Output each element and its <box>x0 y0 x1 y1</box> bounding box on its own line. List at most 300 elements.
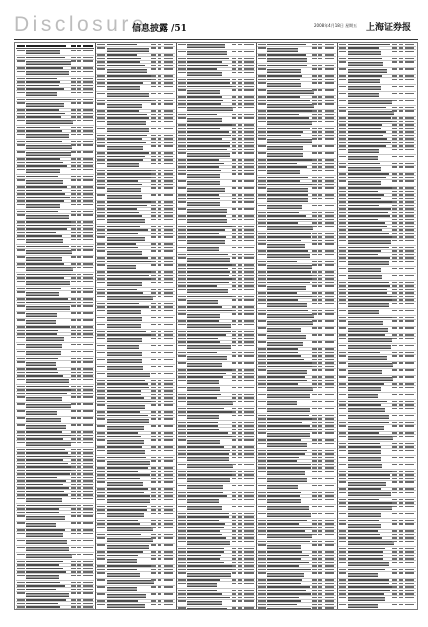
table-cell <box>318 89 322 91</box>
table-cell <box>71 487 76 489</box>
table-cell <box>244 145 253 147</box>
table-cell <box>151 54 156 56</box>
table-cell <box>348 138 387 140</box>
table-cell <box>83 78 92 80</box>
table-cell <box>312 75 317 77</box>
table-cell <box>405 352 414 354</box>
table-cell <box>71 456 76 458</box>
table-cell <box>97 334 105 336</box>
table-row <box>257 302 335 309</box>
table-cell <box>238 513 242 515</box>
table-cell <box>348 163 380 165</box>
table-cell <box>325 394 334 396</box>
table-cell <box>348 51 381 55</box>
table-cell <box>392 44 397 46</box>
table-cell <box>339 166 347 168</box>
table-cell <box>97 100 105 102</box>
table-cell <box>348 426 384 430</box>
table-cell <box>325 383 334 385</box>
table-cell <box>83 99 92 101</box>
table-cell <box>258 135 266 137</box>
table-cell <box>238 450 242 452</box>
table-cell <box>151 366 156 368</box>
table-cell <box>178 548 186 550</box>
table-cell <box>151 537 156 539</box>
table-cell <box>232 278 237 280</box>
table-cell <box>325 429 334 431</box>
table-cell <box>107 100 153 102</box>
table-cell <box>97 345 105 347</box>
table-cell <box>348 215 390 217</box>
table-cell <box>405 201 414 203</box>
table-cell <box>244 425 253 427</box>
table-row <box>16 410 94 417</box>
table-cell <box>83 529 92 531</box>
table-cell <box>258 233 266 235</box>
table-cell <box>158 100 162 102</box>
table-cell <box>267 205 301 209</box>
table-cell <box>392 222 397 224</box>
table-cell <box>83 494 92 496</box>
table-cell <box>312 135 317 137</box>
table-cell <box>17 505 25 507</box>
table-cell <box>26 452 67 454</box>
table-cell <box>258 544 266 546</box>
table-cell <box>151 282 156 284</box>
table-row <box>177 456 255 463</box>
table-cell <box>318 572 322 574</box>
table-row <box>96 236 174 243</box>
table-cell <box>107 128 149 132</box>
table-cell <box>244 166 253 168</box>
table-cell <box>318 387 322 389</box>
table-row <box>96 344 174 351</box>
table-cell <box>392 586 397 588</box>
table-cell <box>267 565 299 567</box>
table-cell <box>97 394 105 396</box>
table-cell <box>399 320 403 322</box>
table-cell <box>232 565 237 567</box>
table-cell <box>392 142 397 144</box>
table-cell <box>164 331 173 333</box>
table-cell <box>77 277 81 279</box>
table-cell <box>399 124 403 126</box>
table-cell <box>405 215 414 217</box>
table-cell <box>97 292 105 294</box>
table-cell <box>83 480 92 482</box>
table-cell <box>107 86 140 90</box>
table-cell <box>164 544 173 546</box>
table-cell <box>164 586 173 588</box>
table-cell <box>392 208 397 210</box>
table-cell <box>312 47 317 49</box>
table-cell <box>26 529 65 531</box>
table-cell <box>164 527 173 529</box>
table-cell <box>339 320 347 322</box>
table-cell <box>318 271 322 273</box>
table-cell <box>258 184 266 186</box>
table-cell <box>187 258 230 262</box>
table-cell <box>312 334 317 336</box>
table-cell <box>258 555 266 557</box>
table-cell <box>71 571 76 573</box>
table-cell <box>267 121 312 125</box>
table-cell <box>17 162 25 164</box>
table-cell <box>312 243 317 245</box>
table-cell <box>71 529 76 531</box>
table-cell <box>258 562 266 564</box>
table-cell <box>325 569 334 571</box>
table-cell <box>405 180 414 182</box>
table-cell <box>151 187 156 189</box>
table-cell <box>399 254 403 256</box>
table-cell <box>399 551 403 553</box>
table-cell <box>232 296 237 298</box>
table-cell <box>339 502 347 504</box>
table-cell <box>405 240 414 242</box>
table-cell <box>107 317 142 321</box>
table-cell <box>267 114 299 116</box>
table-row <box>177 505 255 512</box>
table-row <box>96 120 174 127</box>
table-cell <box>244 471 253 473</box>
table-row <box>257 264 335 271</box>
table-row <box>338 155 416 162</box>
table-cell <box>97 383 105 385</box>
table-cell <box>238 233 242 235</box>
table-cell <box>325 313 334 315</box>
table-cell <box>238 380 242 382</box>
table-cell <box>83 554 92 556</box>
table-cell <box>164 467 173 469</box>
table-cell <box>312 68 317 70</box>
table-cell <box>158 205 162 207</box>
table-cell <box>158 275 162 277</box>
table-cell <box>97 79 105 81</box>
table-cell <box>97 411 105 413</box>
table-cell <box>83 599 92 601</box>
table-cell <box>187 432 228 434</box>
table-cell <box>238 401 242 403</box>
table-cell <box>339 558 347 560</box>
table-cell <box>267 600 301 602</box>
table-cell <box>164 397 173 399</box>
table-cell <box>107 310 141 314</box>
table-cell <box>26 116 61 118</box>
table-row <box>16 592 94 599</box>
table-cell <box>178 474 186 476</box>
table-cell <box>187 478 230 482</box>
table-cell <box>318 170 322 172</box>
table-cell <box>107 142 147 144</box>
table-cell <box>258 285 266 287</box>
table-cell <box>348 555 383 557</box>
table-cell <box>348 100 393 104</box>
table-cell <box>258 152 266 154</box>
table-cell <box>107 415 149 417</box>
table-cell <box>17 470 25 472</box>
table-cell <box>158 450 162 452</box>
table-cell <box>318 408 322 410</box>
table-cell <box>392 415 397 417</box>
table-cell <box>107 457 146 459</box>
table-cell <box>97 338 105 340</box>
table-cell <box>158 586 162 588</box>
table-cell <box>187 422 218 424</box>
table-cell <box>151 586 156 588</box>
table-cell <box>164 194 173 196</box>
table-cell <box>339 520 347 522</box>
table-cell <box>71 417 76 419</box>
table-cell <box>312 499 317 501</box>
table-cell <box>392 436 397 438</box>
table-cell <box>258 429 266 431</box>
table-cell <box>107 195 143 199</box>
table-cell <box>339 355 347 357</box>
table-cell <box>232 439 237 441</box>
table-cell <box>187 159 219 161</box>
table-cell <box>399 79 403 81</box>
table-cell <box>151 247 156 249</box>
table-cell <box>405 506 414 508</box>
table-row <box>96 337 174 344</box>
table-cell <box>83 288 92 290</box>
table-cell <box>339 240 347 242</box>
table-cell <box>348 201 394 203</box>
table-cell <box>71 452 76 454</box>
table-cell <box>187 338 218 340</box>
table-cell <box>258 89 266 91</box>
table-cell <box>77 358 81 360</box>
table-cell <box>392 502 397 504</box>
table-cell <box>17 330 25 332</box>
table-cell <box>83 589 92 591</box>
table-cell <box>17 379 25 381</box>
table-cell <box>312 597 317 599</box>
table-cell <box>26 298 68 300</box>
table-cell <box>348 145 387 147</box>
table-cell <box>151 47 156 49</box>
table-cell <box>318 278 322 280</box>
table-cell <box>405 443 414 445</box>
table-cell <box>232 331 237 333</box>
table-cell <box>325 254 334 256</box>
table-cell <box>164 366 173 368</box>
table-cell <box>158 247 162 249</box>
table-cell <box>83 256 92 258</box>
table-cell <box>151 499 156 501</box>
table-cell <box>339 604 347 606</box>
table-cell <box>77 239 81 241</box>
table-cell <box>405 205 414 207</box>
table-cell <box>405 222 414 224</box>
disclosure-table-area <box>14 42 418 610</box>
table-cell <box>244 569 253 571</box>
table-cell <box>71 85 76 87</box>
table-cell <box>399 376 403 378</box>
table-cell <box>405 236 414 238</box>
table-cell <box>325 334 334 336</box>
table-cell <box>77 330 81 332</box>
table-cell <box>77 319 81 321</box>
table-cell <box>77 176 81 178</box>
table-cell <box>232 201 237 203</box>
table-cell <box>318 303 322 305</box>
table-cell <box>348 548 386 550</box>
table-cell <box>178 523 186 525</box>
table-cell <box>83 582 92 584</box>
table-cell <box>77 228 81 230</box>
table-cell <box>267 408 310 412</box>
table-cell <box>77 403 81 405</box>
table-cell <box>178 275 186 277</box>
table-cell <box>312 187 317 189</box>
table-cell <box>97 446 105 448</box>
table-cell <box>164 79 173 81</box>
table-cell <box>399 229 403 231</box>
table-cell <box>158 565 162 567</box>
table-cell <box>151 523 156 525</box>
table-cell <box>107 44 137 46</box>
table-cell <box>151 61 156 63</box>
table-cell <box>97 219 105 221</box>
table-row <box>177 582 255 589</box>
table-cell <box>238 264 242 266</box>
table-row <box>96 512 174 519</box>
table-cell <box>26 438 63 440</box>
table-cell <box>392 177 397 179</box>
table-cell <box>325 579 334 581</box>
table-cell <box>312 590 317 592</box>
table-cell <box>164 177 173 179</box>
table-cell <box>107 65 145 67</box>
table-cell <box>244 355 253 357</box>
table-cell <box>26 288 60 290</box>
table-cell <box>83 235 92 237</box>
table-cell <box>71 351 76 353</box>
table-cell <box>312 82 317 84</box>
table-cell <box>325 355 334 357</box>
table-cell <box>244 201 253 203</box>
table-cell <box>267 110 314 112</box>
table-cell <box>318 401 322 403</box>
table-cell <box>318 128 322 130</box>
table-cell <box>77 130 81 132</box>
table-cell <box>399 355 403 357</box>
table-cell <box>258 303 266 305</box>
table-cell <box>405 499 414 501</box>
table-cell <box>339 229 347 231</box>
table-cell <box>158 352 162 354</box>
table-cell <box>267 275 313 277</box>
table-cell <box>348 303 389 307</box>
table-cell <box>164 593 173 595</box>
table-cell <box>312 376 317 378</box>
table-cell <box>178 555 186 557</box>
table-cell <box>258 292 266 294</box>
table-cell <box>187 341 220 343</box>
table-cell <box>187 401 233 405</box>
table-cell <box>178 401 186 403</box>
table-cell <box>348 167 381 171</box>
table-cell <box>151 58 156 60</box>
table-cell <box>178 408 186 410</box>
table-cell <box>392 530 397 532</box>
table-cell <box>339 464 347 466</box>
table-cell <box>17 113 25 115</box>
table-cell <box>348 404 381 406</box>
table-cell <box>405 492 414 494</box>
table-column <box>96 43 174 609</box>
table-cell <box>325 261 334 263</box>
table-cell <box>399 138 403 140</box>
table-cell <box>348 562 389 566</box>
table-cell <box>258 600 266 602</box>
table-cell <box>107 338 143 342</box>
table-cell <box>244 236 253 238</box>
table-cell <box>348 177 387 179</box>
table-row <box>338 337 416 344</box>
table-cell <box>318 443 322 445</box>
table-cell <box>151 334 156 336</box>
table-cell <box>178 520 186 522</box>
table-cell <box>318 114 322 116</box>
table-cell <box>187 254 228 256</box>
table-cell <box>399 131 403 133</box>
table-cell <box>107 243 137 245</box>
table-cell <box>405 124 414 126</box>
issue-date: 2008年4月18日 星期五 <box>314 23 358 28</box>
table-cell <box>77 256 81 258</box>
table-cell <box>187 278 232 280</box>
table-cell <box>267 194 307 196</box>
table-cell <box>187 453 229 455</box>
table-cell <box>312 558 317 560</box>
table-cell <box>178 135 186 137</box>
table-cell <box>312 240 317 242</box>
table-cell <box>405 131 414 133</box>
table-cell <box>26 589 56 591</box>
table-cell <box>151 68 156 70</box>
table-row <box>16 249 94 256</box>
table-cell <box>232 600 237 602</box>
table-cell <box>17 214 25 216</box>
masthead-rule <box>14 39 418 40</box>
table-cell <box>187 551 224 553</box>
table-cell <box>348 208 391 210</box>
table-cell <box>405 502 414 504</box>
table-cell <box>325 418 334 420</box>
table-cell <box>158 544 162 546</box>
table-cell <box>399 474 403 476</box>
table-cell <box>17 45 25 47</box>
table-cell <box>348 408 385 412</box>
table-cell <box>392 163 397 165</box>
table-cell <box>392 394 397 396</box>
table-cell <box>318 313 322 315</box>
table-cell <box>107 261 152 263</box>
table-cell <box>83 417 92 419</box>
table-row <box>338 320 416 327</box>
table-cell <box>26 372 58 374</box>
table-cell <box>107 352 142 356</box>
table-cell <box>77 158 81 160</box>
table-cell <box>399 163 403 165</box>
table-cell <box>83 522 92 524</box>
table-cell <box>26 190 61 192</box>
table-cell <box>312 54 317 56</box>
table-cell <box>339 590 347 592</box>
